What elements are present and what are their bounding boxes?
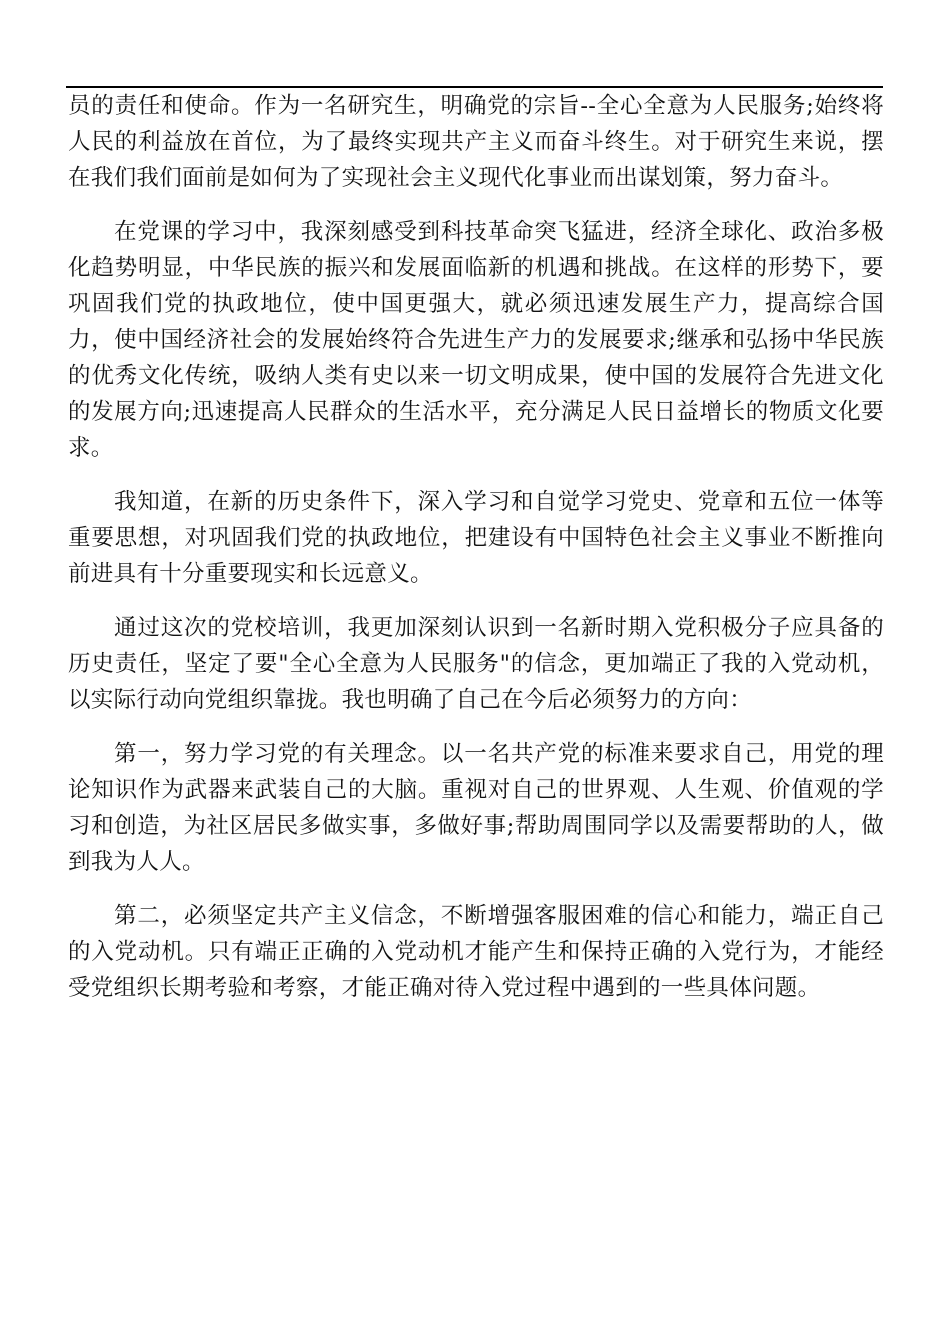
paragraph-second-point: 第二，必须坚定共产主义信念，不断增强客服困难的信心和能力，端正自己的入党动机。只有端正正确的入党动机才能产生和保持正确的入党行为，才能经受党组织长期考验和考察，才能正确对待入党过程中遇到的一些具体问题。 <box>68 903 884 1001</box>
paragraph-first-point: 第一，努力学习党的有关理念。以一名共产党的标准来要求自己，用党的理论知识作为武器来武装自己的大脑。重视对自己的世界观、人生观、价值观的学习和创造，为社区居民多做实事，多做好事;帮助周围同学以及需要帮助的人，做到我为人人。 <box>68 741 884 875</box>
paragraph-party-school-training: 通过这次的党校培训，我更加深刻认识到一名新时期入党积极分子应具备的历史责任，坚定了要"全心全意为人民服务"的信念，更加端正了我的入党动机，以实际行动向党组织靠拢。我也明确了自己在今后必须努力的方向： <box>68 615 884 713</box>
paragraph-party-class-study: 在党课的学习中，我深刻感受到科技革命突飞猛进，经济全球化、政治多极化趋势明显，中华民族的振兴和发展面临新的机遇和挑战。在这样的形势下，要巩固我们党的执政地位，使中国更强大，就必须迅速发展生产力，提高综合国力，使中国经济社会的发展始终符合先进生产力的发展要求;继承和弘扬中华民族的优秀文化传统，吸纳人类有史以来一切文明成果，使中国的发展符合先进文化的发展方向;迅速提高人民群众的生活水平，充分满足人民日益增长的物质文化要求。 <box>68 219 884 461</box>
paragraph-continued: 员的责任和使命。作为一名研究生，明确党的宗旨--全心全意为人民服务;始终将人民的利益放在首位，为了最终实现共产主义而奋斗终生。对于研究生来说，摆在我们我们面前是如何为了实现社会主义现代化事业而出谋划策，努力奋斗。 <box>68 93 884 191</box>
paragraph-historical-conditions: 我知道，在新的历史条件下，深入学习和自觉学习党史、党章和五位一体等重要思想，对巩固我们党的执政地位，把建设有中国特色社会主义事业不断推向前进具有十分重要现实和长远意义。 <box>68 489 884 587</box>
document-body <box>68 88 884 1006</box>
